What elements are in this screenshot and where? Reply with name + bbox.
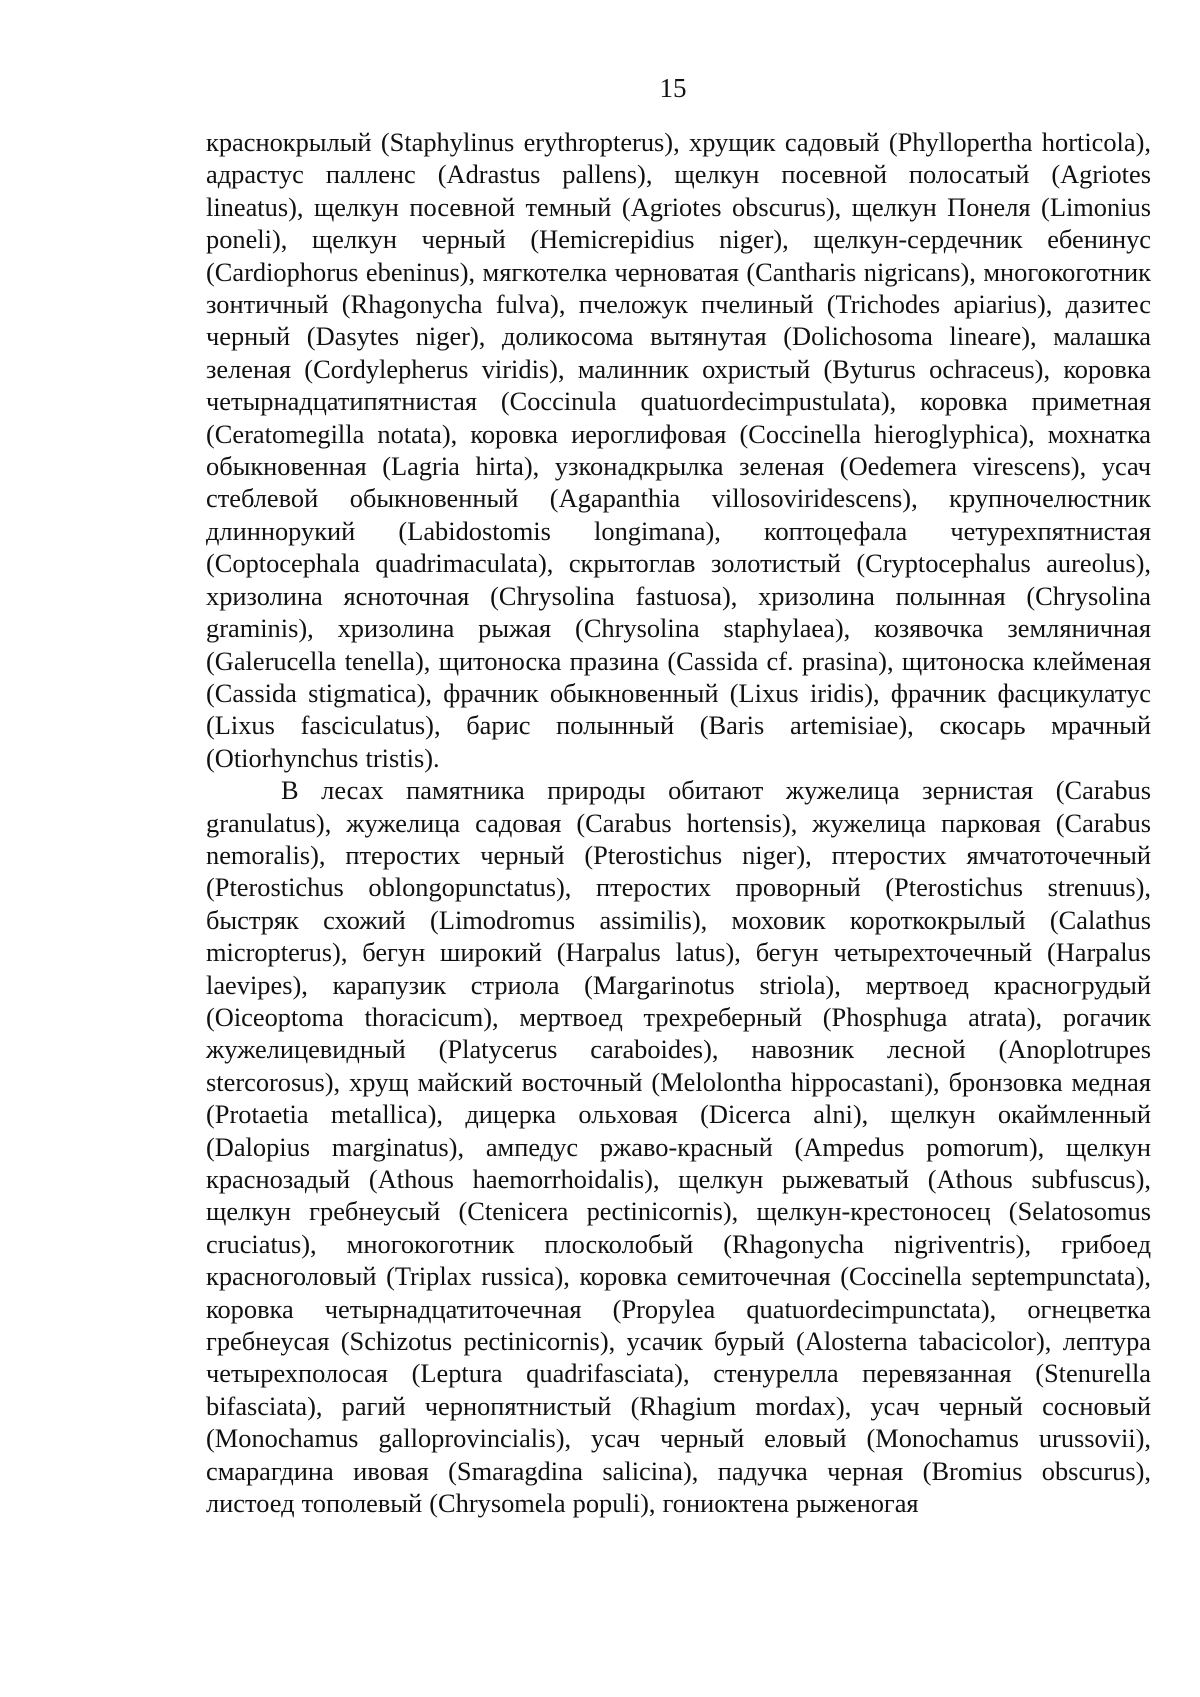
page-number: 15 — [659, 73, 687, 103]
document-body — [206, 126, 1151, 1519]
paragraph-species-list-continued: краснокрылый (Staphylinus erythropterus), хрущик садовый (Phyllopertha horticola), адрастус палленс (Adrastus pallens), щелкун посевной полосатый (Agriotes lineatus), щелкун посевной темный (Agriotes obscurus), щелкун Понеля (Limonius poneli), щелкун черный (Hemicrepidius niger), щелкун-сердечник ебенинус (Cardiophorus ebeninus), мягкотелка черноватая (Cantharis nigricans), многокоготник зонтичный (Rhagonycha fulva), пчеложук пчелиный (Trichodes apiarius), дазитес черный (Dasytes niger), доликосома вытянутая (Dolichosoma lineare), малашка зеленая (Cordylepherus viridis), малинник охристый (Byturus ochraceus), коровка четырнадцатипятнистая (Coccinula quatuordecimpustulata), коровка приметная (Ceratomegilla notata), коровка иероглифовая (Coccinella hieroglyphica), мохнатка обыкновенная (Lagria hirta), узконадкрылка зеленая (Oedemera virescens), усач стеблевой обыкновенный (Agapanthia villosoviridescens), крупночелюстник длиннорукий (Labidostomis longimana), коптоцефала четурехпятнистая (Coptocephala quadrimaculata), скрытоглав золотистый (Cryptocephalus aureolus), хризолина ясноточная (Chrysolina fastuosa), хризолина полынная (Chrysolina graminis), хризолина рыжая (Chrysolina staphylaea), козявочка земляничная (Galerucella tenella), щитоноска празина (Cassida cf. prasina), щитоноска клейменая (Cassida stigmatica), фрачник обыкновенный (Lixus iridis), фрачник фасцикулатус (Lixus fasciculatus), барис полынный (Baris artemisiae), скосарь мрачный (Otiorhynchus tristis). — [206, 127, 1151, 773]
paragraph-forest-species: В лесах памятника природы обитают жужелица зернистая (Carabus granulatus), жужелица садовая (Carabus hortensis), жужелица парковая (Carabus nemoralis), птеростих черный (Pterostichus niger), птеростих ямчатоточечный (Pterostichus oblongopunctatus), птеростих проворный (Pterostichus strenuus), быстряк схожий (Limodromus assimilis), моховик короткокрылый (Calathus micropterus), бегун широкий (Harpalus latus), бегун четырехточечный (Harpalus laevipes), карапузик стриола (Margarinotus striola), мертвоед красногрудый (Oiceoptoma thoracicum), мертвоед трехреберный (Phosphuga atrata), рогачик жужелицевидный (Platycerus caraboides), навозник лесной (Anoplotrupes stercorosus), хрущ майский восточный (Melolontha hippocastani), бронзовка медная (Protaetia metallica), дицерка ольховая (Dicerca alni), щелкун окаймленный (Dalopius marginatus), ампедус ржаво-красный (Ampedus pomorum), щелкун краснозадый (Athous haemorrhoidalis), щелкун рыжеватый (Athous subfuscus), щелкун гребнеусый (Ctenicera pectinicornis), щелкун-крестоносец (Selatosomus cruciatus), многокоготник плосколобый (Rhagonycha nigriventris), грибоед красноголовый (Triplax russica), коровка семиточечная (Coccinella septempunctata), коровка четырнадцатиточечная (Propylea quatuordecimpunctata), огнецветка гребнеусая (Schizotus pectinicornis), усачик бурый (Alosterna tabacicolor), лептура четырехполосая (Leptura quadrifasciata), стенурелла перевязанная (Stenurella bifasciata), рагий чернопятнистый (Rhagium mordax), усач черный сосновый (Monochamus galloprovincialis), усач черный еловый (Monochamus urussovii), смарагдина ивовая (Smaragdina salicina), падучка черная (Bromius obscurus), листоед тополевый (Chrysomela populi), гониоктена рыженогая — [206, 775, 1151, 1519]
